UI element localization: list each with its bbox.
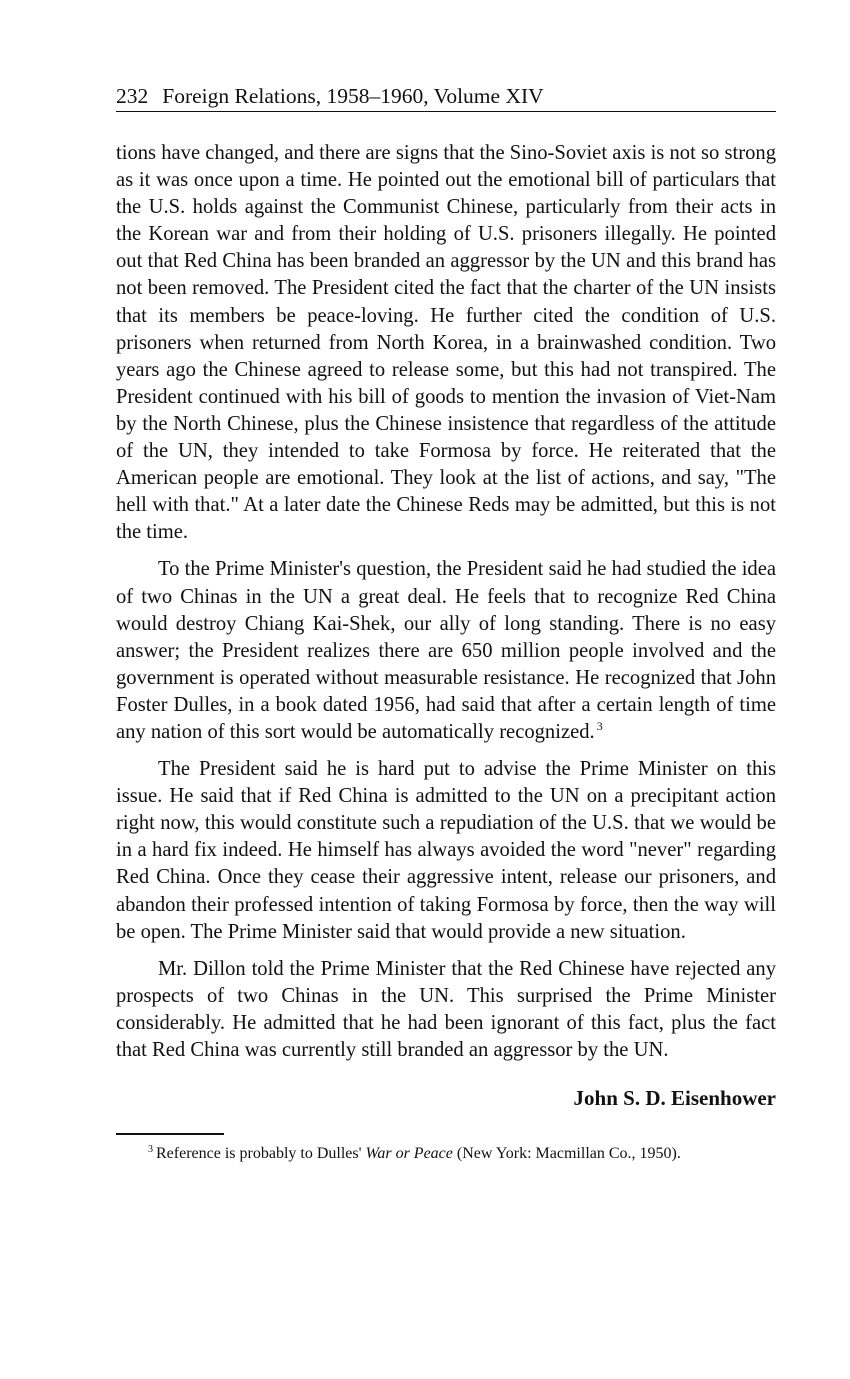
signature: John S. D. Eisenhower bbox=[573, 1086, 776, 1111]
running-head bbox=[116, 82, 776, 112]
paragraph-2 bbox=[116, 556, 776, 746]
footnote-reference: 3 bbox=[596, 719, 603, 734]
document-page bbox=[116, 82, 776, 1165]
paragraph-4: Mr. Dillon told the Prime Minister that the Red Chinese have rejected any prospects of two Chinas in the UN. This surprised the Prime Minister considerably. He admitted that he had been ignorant of this fact, plus the fact that Red China was currently still branded an aggressor by the UN. bbox=[116, 957, 776, 1061]
footnote-mark: 3 bbox=[148, 1143, 153, 1155]
footnote-text-before: Reference is probably to Dulles' bbox=[156, 1145, 366, 1163]
page-number: 232 bbox=[116, 84, 149, 108]
paragraph-1: tions have changed, and there are signs that the Sino-Soviet axis is not so strong as it was once upon a time. He pointed out the emotional bill of particulars that the U.S. holds against the Communist Chinese, particularly from their acts in the Korean war and from their holding of U.S. prisoners illegally. He pointed out that Red China has been branded an aggressor by the UN and this brand has not been removed. The President cited the fact that the charter of the UN insists that its members be peace-loving. He further cited the condition of U.S. prisoners when returned from North Korea, in a brainwashed condition. Two years ago the Chinese agreed to release some, but this had not transpired. The President continued with his bill of goods to mention the invasion of Viet-Nam by the North Chinese, plus the Chinese insistence that regardless of the attitude of the UN, they intended to take Formosa by force. He reiterated that the American people are emotional. They look at the list of actions, and say, "The hell with that." At a later date the Chinese Reds may be admitted, but this is not the time. bbox=[116, 142, 776, 544]
paragraph-2-text: To the Prime Minister's question, the President said he had studied the idea of two Chinas in the UN a great deal. He feels that to recognize Red China would destroy Chiang Kai-Shek, our ally of long standing. There is no easy answer; the President realizes there are 650 million people involved and the government is operated without measurable resistance. He recognized that John Foster Dulles, in a book dated 1956, had said that after a certain length of time any nation of this sort would be automatically recognized. bbox=[116, 558, 776, 743]
running-title: Foreign Relations, 1958–1960, Volume XIV bbox=[162, 84, 544, 108]
footnote bbox=[116, 1143, 776, 1165]
paragraph-3: The President said he is hard put to advise the Prime Minister on this issue. He said that if Red China is admitted to the UN on a precipitant action right now, this would constitute such a repudiation of the U.S. that we would be in a hard fix indeed. He himself has always avoided the word "never" regarding Red China. Once they cease their aggressive intent, release our prisoners, and abandon their professed intention of taking Formosa by force, then the way will be open. The Prime Minister said that would provide a new situation. bbox=[116, 758, 776, 943]
footnote-book-title: War or Peace bbox=[365, 1145, 453, 1163]
footnote-text-after: (New York: Macmillan Co., 1950). bbox=[452, 1145, 681, 1163]
footnote-divider bbox=[116, 1133, 224, 1135]
body-text bbox=[116, 140, 776, 1064]
